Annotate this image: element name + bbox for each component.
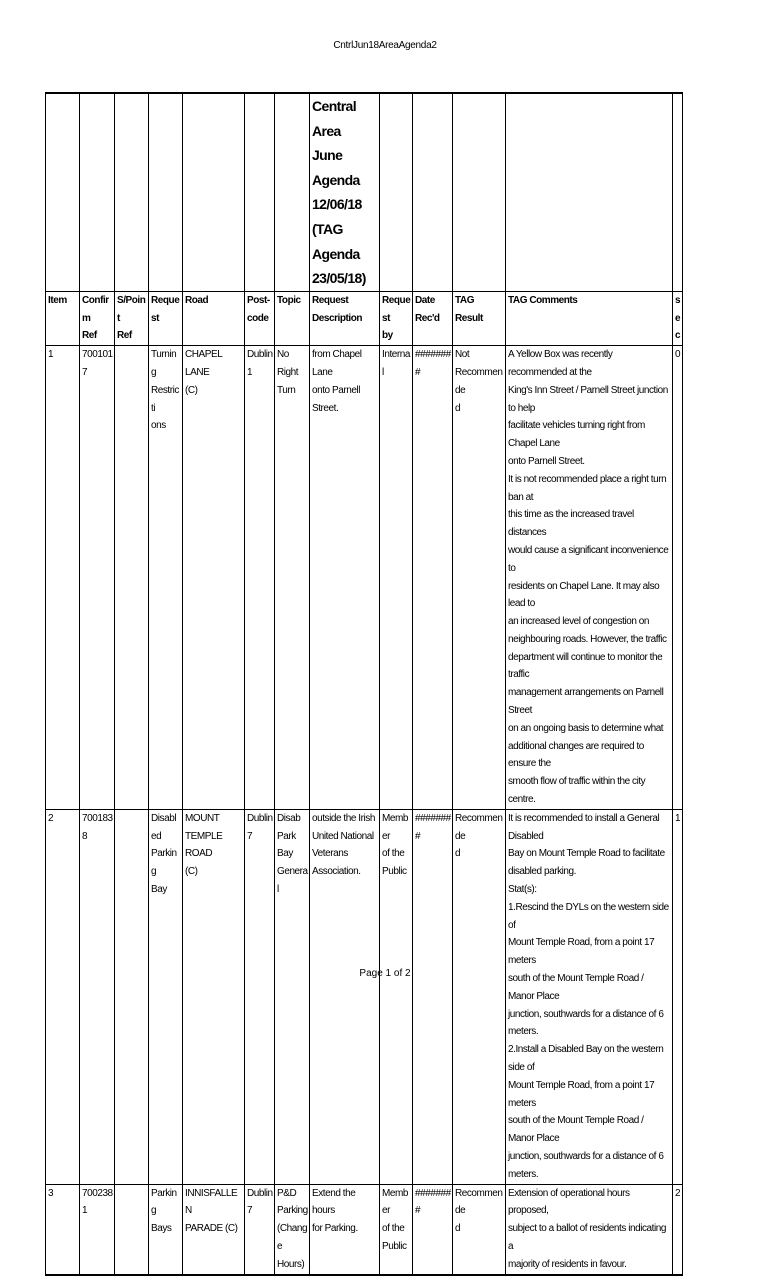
- cell-tag-comments: Extension of operational hours proposed, subject to a ballot of residents indicating a majority of residents in favour.: [506, 1184, 673, 1274]
- cell-topic: P&D Parking (Change Hours): [275, 1184, 310, 1274]
- cell-date-recd: ########: [413, 1184, 453, 1274]
- cell-date-recd: ########: [413, 809, 453, 1184]
- cell-item: 3: [46, 1184, 80, 1274]
- cell-request: Turning Restricti ons: [149, 346, 183, 810]
- header-date-recd: Date Rec'd: [413, 291, 453, 345]
- cell-sec: 1: [673, 809, 683, 1184]
- header-spoint-ref: S/Point Ref: [115, 291, 149, 345]
- cell-sec: 2: [673, 1184, 683, 1274]
- header-request: Request: [149, 291, 183, 345]
- cell-postcode: Dublin 7: [245, 809, 275, 1184]
- cell-item: 1: [46, 346, 80, 810]
- table-row: [46, 1184, 683, 1274]
- cell-confirm-ref: 7001017: [80, 346, 115, 810]
- cell-request-by: Internal: [380, 346, 413, 810]
- header-confirm-ref: Confirm Ref: [80, 291, 115, 345]
- cell-tag-result: Not Recommende d: [453, 346, 506, 810]
- cell-request-by: Member of the Public: [380, 1184, 413, 1274]
- title-row: [46, 93, 683, 291]
- cell-tag-result: Recommende d: [453, 809, 506, 1184]
- cell-confirm-ref: 7001838: [80, 809, 115, 1184]
- header-sec: sec: [673, 291, 683, 345]
- page-footer: Page 1 of 2: [359, 968, 411, 979]
- cell-request-by: Member of the Public: [380, 809, 413, 1184]
- cell-item: 2: [46, 809, 80, 1184]
- cell-sec: 0: [673, 346, 683, 810]
- table-row: [46, 346, 683, 810]
- cell-spoint-ref: [115, 346, 149, 810]
- cell-road: INNISFALLEN PARADE (C): [183, 1184, 245, 1274]
- header-postcode: Post- code: [245, 291, 275, 345]
- cell-confirm-ref: 7002381: [80, 1184, 115, 1274]
- cell-request: Disabled Parking Bay: [149, 809, 183, 1184]
- header-tag-result: TAG Result: [453, 291, 506, 345]
- cell-request-description: Extend the hours for Parking.: [310, 1184, 380, 1274]
- cell-spoint-ref: [115, 809, 149, 1184]
- cell-tag-result: Recommende d: [453, 1184, 506, 1274]
- header-request-by: Request by: [380, 291, 413, 345]
- agenda-table: [45, 92, 683, 1276]
- cell-road: MOUNT TEMPLE ROAD (C): [183, 809, 245, 1184]
- table-row: [46, 809, 683, 1184]
- cell-request-description: outside the Irish United National Veterans Association.: [310, 809, 380, 1184]
- cell-topic: Disab Park Bay General: [275, 809, 310, 1184]
- agenda-title: Central Area June Agenda 12/06/18 (TAG Agenda 23/05/18): [310, 93, 380, 291]
- cell-date-recd: ########: [413, 346, 453, 810]
- cell-request: Parking Bays: [149, 1184, 183, 1274]
- cell-topic: No Right Turn: [275, 346, 310, 810]
- cell-spoint-ref: [115, 1184, 149, 1274]
- cell-postcode: Dublin 1: [245, 346, 275, 810]
- header-road: Road: [183, 291, 245, 345]
- header-tag-comments: TAG Comments: [506, 291, 673, 345]
- cell-request-description: from Chapel Lane onto Parnell Street.: [310, 346, 380, 810]
- cell-tag-comments: A Yellow Box was recently recommended at the King's Inn Street / Parnell Street junction to help facilitate vehicles turning right from Chapel Lane onto Parnell Street. It is not recommended place a right turn ban at this time as the increased travel distances would cause a significant inconvenience to residents on Chapel Lane. It may also lead to an increased level of congestion on neighbouring roads. However, the traffic department will continue to monitor the traffic management arrangements on Parnell Street on an ongoing basis to determine what additional changes are required to ensure the smooth flow of traffic within the city centre.: [506, 346, 673, 810]
- page-header: CntrlJun18AreaAgenda2: [333, 40, 437, 51]
- cell-tag-comments: It is recommended to install a General Disabled Bay on Mount Temple Road to facilitate disabled parking. Stat(s): 1.Rescind the DYLs on the western side of Mount Temple Road, from a point 17 meters south of the Mount Temple Road / Manor Place junction, southwards for a distance of 6 meters. 2.Install a Disabled Bay on the western side of Mount Temple Road, from a point 17 meters south of the Mount Temple Road / Manor Place junction, southwards for a distance of 6 meters.: [506, 809, 673, 1184]
- header-row: [46, 291, 683, 345]
- header-item: Item: [46, 291, 80, 345]
- header-topic: Topic: [275, 291, 310, 345]
- header-request-description: Request Description: [310, 291, 380, 345]
- cell-road: CHAPEL LANE (C): [183, 346, 245, 810]
- cell-postcode: Dublin 7: [245, 1184, 275, 1274]
